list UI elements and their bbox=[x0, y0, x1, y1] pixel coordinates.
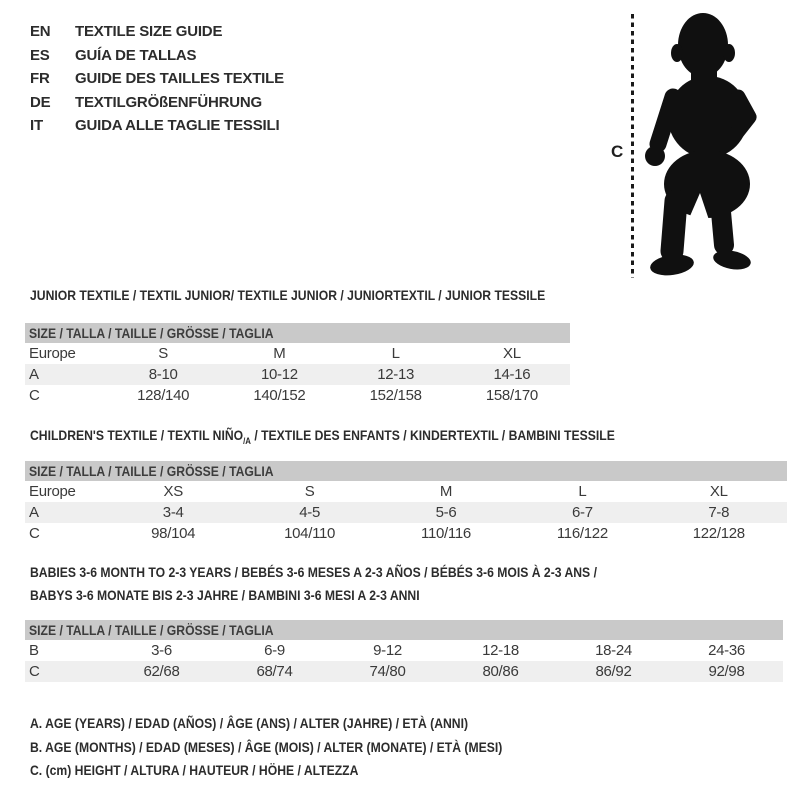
junior-textile-section bbox=[25, 287, 570, 406]
size-cell: 14-16 bbox=[493, 366, 531, 383]
size-cell: 68/74 bbox=[256, 663, 293, 680]
row-label: Europe bbox=[29, 482, 76, 500]
babies-textile-section bbox=[25, 561, 783, 682]
children-table-rows bbox=[25, 481, 787, 544]
row-label: A bbox=[29, 503, 39, 521]
row-label: C bbox=[29, 387, 40, 404]
size-cell: 3-6 bbox=[151, 642, 172, 659]
language-code: IT bbox=[30, 117, 43, 135]
children-table-title-text bbox=[30, 427, 615, 449]
language-title: GUIDA ALLE TAGLIE TESSILI bbox=[75, 117, 280, 135]
language-row-fr bbox=[30, 67, 284, 91]
size-cell: 62/68 bbox=[143, 663, 180, 680]
footnote-a-text: A. AGE (YEARS) / EDAD (AÑOS) / ÂGE (ANS) / ALTER (JAHRE) / ETÀ (ANNI) bbox=[30, 715, 469, 731]
size-cell: 86/92 bbox=[595, 663, 632, 680]
size-cell: 128/140 bbox=[137, 387, 190, 404]
size-cell: 12-18 bbox=[482, 642, 519, 659]
size-cell: 18-24 bbox=[595, 642, 632, 659]
size-cell: 116/122 bbox=[556, 524, 608, 542]
children-table-title bbox=[25, 427, 787, 449]
row-label: B bbox=[29, 642, 39, 659]
row-label: A bbox=[29, 366, 39, 383]
size-cell: 12-13 bbox=[377, 366, 415, 383]
language-row-es bbox=[30, 44, 284, 68]
height-measure-dotted-line bbox=[631, 14, 634, 278]
junior-table-title-text: JUNIOR TEXTILE / TEXTIL JUNIOR/ TEXTILE JUNIOR / JUNIORTEXTIL / JUNIOR TESSILE bbox=[30, 287, 546, 303]
language-row-de bbox=[30, 91, 284, 115]
footnote-a bbox=[30, 712, 573, 736]
size-cell: M bbox=[273, 345, 286, 362]
babies-title-line1: BABIES 3-6 MONTH TO 2-3 YEARS / BEBÉS 3-6 MESES A 2-3 AÑOS / BÉBÉS 3-6 MOIS À 2-3 ANS / bbox=[30, 564, 597, 580]
size-cell: 7-8 bbox=[708, 503, 730, 521]
size-cell: XL bbox=[503, 345, 521, 362]
size-cell: S bbox=[304, 482, 315, 500]
height-measure-label: C bbox=[611, 142, 624, 161]
size-header-text: SIZE / TALLA / TAILLE / GRÖSSE / TAGLIA bbox=[29, 325, 274, 341]
size-cell: 158/170 bbox=[485, 387, 538, 404]
size-cell: 80/86 bbox=[482, 663, 519, 680]
language-title: TEXTILE SIZE GUIDE bbox=[75, 23, 223, 41]
size-cell: S bbox=[158, 345, 168, 362]
row-label: Europe bbox=[29, 345, 76, 362]
size-header-text: SIZE / TALLA / TAILLE / GRÖSSE / TAGLIA bbox=[29, 622, 274, 638]
table-row bbox=[25, 661, 783, 682]
language-code: EN bbox=[30, 23, 51, 41]
size-cell: 6-9 bbox=[264, 642, 285, 659]
size-cell: 110/116 bbox=[421, 524, 471, 542]
size-cell: 92/98 bbox=[708, 663, 745, 680]
language-title: TEXTILGRÖßENFÜHRUNG bbox=[75, 93, 263, 111]
footnote-c bbox=[30, 759, 573, 783]
language-row-en bbox=[30, 20, 284, 44]
language-code: DE bbox=[30, 93, 51, 111]
children-title-subscript: /A bbox=[243, 435, 251, 446]
babies-title-line1-wrap bbox=[30, 561, 783, 584]
language-code: ES bbox=[30, 46, 50, 64]
children-textile-section bbox=[25, 427, 787, 544]
table-row bbox=[25, 385, 570, 406]
size-cell: L bbox=[578, 482, 587, 500]
language-code: FR bbox=[30, 70, 50, 88]
size-cell: 10-12 bbox=[260, 366, 298, 383]
toddler-silhouette-image bbox=[645, 9, 758, 279]
table-row bbox=[25, 481, 787, 502]
size-header-text: SIZE / TALLA / TAILLE / GRÖSSE / TAGLIA bbox=[29, 462, 274, 479]
size-cell: 3-4 bbox=[162, 503, 184, 521]
footnote-b-text: B. AGE (MONTHS) / EDAD (MESES) / ÂGE (MOIS) / ALTER (MONATE) / ETÀ (MESI) bbox=[30, 738, 503, 755]
junior-table-title bbox=[25, 287, 570, 303]
babies-table-rows bbox=[25, 640, 783, 682]
row-label: C bbox=[29, 524, 40, 542]
babies-title-line2: BABYS 3-6 MONATE BIS 2-3 JAHRE / BAMBINI 3-6 MESI A 2-3 ANNI bbox=[30, 587, 420, 603]
table-row bbox=[25, 640, 783, 661]
children-title-suffix: / TEXTILE DES ENFANTS / KINDERTEXTIL / BAMBINI TESSILE bbox=[250, 427, 615, 443]
language-title: GUIDE DES TAILLES TEXTILE bbox=[75, 70, 284, 88]
babies-table-title bbox=[25, 561, 783, 607]
size-cell: L bbox=[391, 345, 400, 362]
size-cell: 24-36 bbox=[708, 642, 745, 659]
table-row bbox=[25, 364, 570, 385]
footnote-c-text: C. (cm) HEIGHT / ALTURA / HAUTEUR / HÖHE / ALTEZZA bbox=[30, 762, 359, 779]
size-cell: 122/128 bbox=[692, 524, 745, 542]
footnote-b bbox=[30, 736, 573, 760]
table-row bbox=[25, 502, 787, 523]
size-cell: 104/110 bbox=[284, 524, 336, 542]
size-cell: 8-10 bbox=[148, 366, 178, 383]
size-cell: 152/158 bbox=[369, 387, 422, 404]
size-cell: 140/152 bbox=[253, 387, 306, 404]
language-title-list bbox=[30, 20, 284, 138]
table-row bbox=[25, 343, 570, 364]
table-row bbox=[25, 523, 787, 544]
size-header-bar bbox=[25, 323, 570, 343]
size-cell: 4-5 bbox=[299, 503, 320, 521]
size-header-bar bbox=[25, 461, 787, 481]
size-cell: 9-12 bbox=[373, 642, 402, 659]
babies-title-line2-wrap bbox=[30, 584, 783, 607]
size-cell: 98/104 bbox=[151, 524, 196, 542]
size-cell: 5-6 bbox=[435, 503, 457, 521]
row-label: C bbox=[29, 663, 40, 680]
junior-table-rows bbox=[25, 343, 570, 406]
size-cell: 6-7 bbox=[572, 503, 593, 521]
size-cell: XL bbox=[709, 482, 728, 500]
language-title: GUÍA DE TALLAS bbox=[75, 46, 197, 64]
language-row-it bbox=[30, 114, 284, 138]
size-cell: 74/80 bbox=[369, 663, 406, 680]
children-title-prefix: CHILDREN'S TEXTILE / TEXTIL NIÑO bbox=[30, 427, 244, 443]
legend-footnotes bbox=[30, 712, 573, 783]
size-cell: M bbox=[439, 482, 453, 500]
size-cell: XS bbox=[163, 482, 183, 500]
size-header-bar bbox=[25, 620, 783, 640]
